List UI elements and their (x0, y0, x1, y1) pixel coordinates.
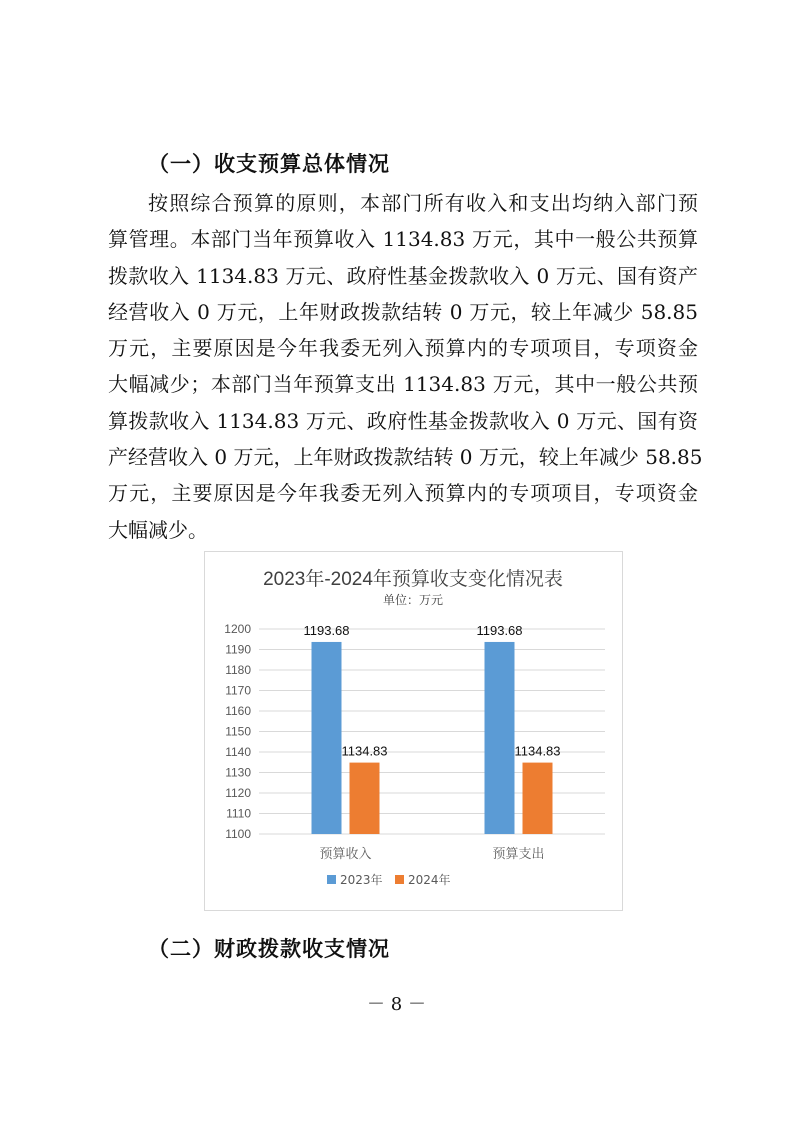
chart-subtitle: 单位：万元 (382, 593, 444, 607)
paragraph-line: 万元，主要原因是今年我委无列入预算内的专项项目，专项资金 (108, 336, 698, 361)
body-paragraph (108, 185, 703, 548)
section-heading-1: （一）收支预算总体情况 (148, 152, 390, 176)
y-axis-ticks (224, 622, 251, 841)
budget-bar-chart (204, 551, 623, 911)
chart-gridlines (259, 629, 605, 834)
bar-2023年-预算支出 (485, 642, 515, 834)
bar-2023年-预算收入 (312, 642, 342, 834)
y-tick-label: 1140 (225, 745, 251, 759)
y-tick-label: 1180 (225, 663, 251, 677)
paragraph-line: 拨款收入 1134.83 万元、政府性基金拨款收入 0 万元、国有资产 (108, 263, 698, 288)
y-tick-label: 1200 (224, 622, 251, 636)
chart-canvas (205, 552, 622, 910)
legend-label: 2023年 (340, 873, 383, 887)
bar-2024年-预算支出 (523, 763, 553, 834)
data-label: 1134.83 (341, 743, 388, 759)
y-tick-label: 1160 (225, 704, 251, 718)
paragraph-line: 产经营收入 0 万元，上年财政拨款结转 0 万元，较上年减少 58.85 (108, 445, 703, 470)
bar-2024年-预算收入 (350, 763, 380, 834)
paragraph-line: 算管理。本部门当年预算收入 1134.83 万元，其中一般公共预算 (108, 227, 698, 252)
y-tick-label: 1190 (225, 642, 251, 657)
page-number: － 8 － (367, 994, 426, 1015)
x-axis-labels (319, 846, 544, 862)
section-heading-2: （二）财政拨款收支情况 (148, 937, 390, 961)
paragraph-line: 算拨款收入 1134.83 万元、政府性基金拨款收入 0 万元、国有资 (108, 408, 698, 433)
x-category-label: 预算收入 (319, 847, 372, 862)
chart-bars (312, 642, 553, 834)
y-tick-label: 1150 (225, 724, 251, 739)
chart-title: 2023年-2024年预算收支变化情况表 (263, 569, 563, 590)
x-category-label: 预算支出 (492, 847, 545, 862)
paragraph-line: 经营收入 0 万元，上年财政拨款结转 0 万元，较上年减少 58.85 (108, 299, 698, 324)
y-tick-label: 1110 (226, 806, 251, 821)
y-tick-label: 1130 (225, 765, 251, 780)
y-tick-label: 1170 (225, 683, 251, 698)
paragraph-line: 按照综合预算的原则，本部门所有收入和支出均纳入部门预 (148, 191, 698, 215)
data-label: 1134.83 (514, 743, 561, 759)
legend-swatch (327, 875, 336, 884)
data-label: 1193.68 (476, 622, 523, 638)
chart-legend (327, 872, 451, 887)
y-tick-label: 1120 (225, 786, 251, 800)
paragraph-line: 万元，主要原因是今年我委无列入预算内的专项项目，专项资金 (108, 481, 698, 506)
paragraph-line: 大幅减少。 (108, 517, 208, 542)
data-label: 1193.68 (303, 622, 350, 638)
y-tick-label: 1100 (225, 827, 251, 841)
legend-label: 2024年 (408, 873, 451, 887)
legend-swatch (395, 875, 404, 884)
paragraph-line: 大幅减少；本部门当年预算支出 1134.83 万元，其中一般公共预 (108, 372, 698, 397)
